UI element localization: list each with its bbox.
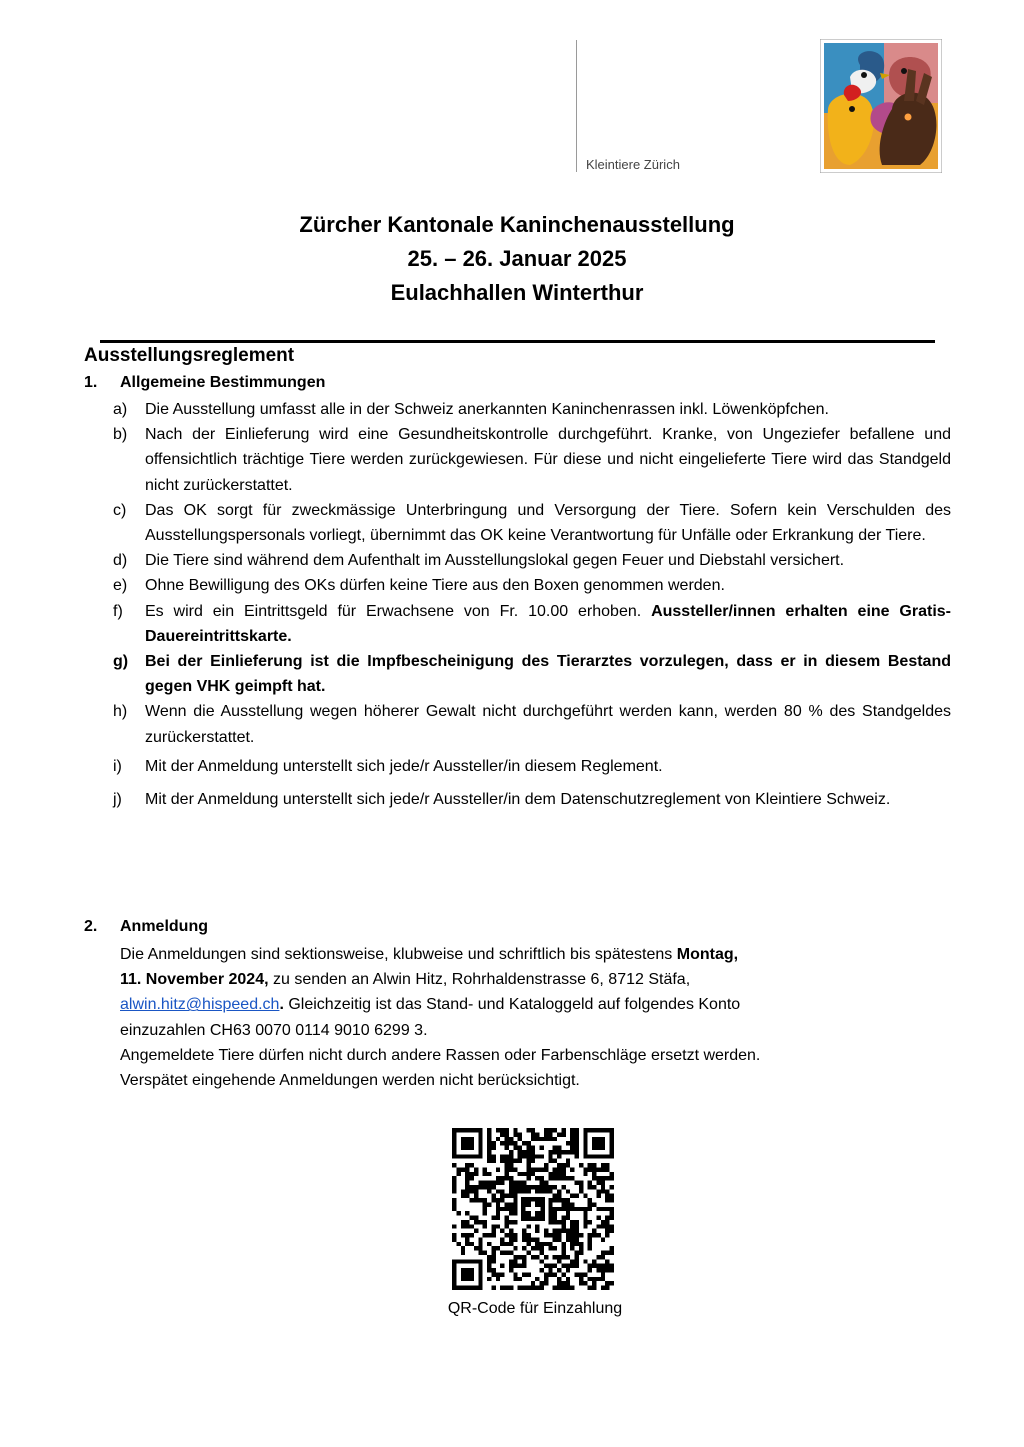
title-event-dates: 25. – 26. Januar 2025	[407, 246, 627, 271]
rule-text: Es wird ein Eintrittsgeld für Erwachsene von Fr. 10.00 erhoben.	[145, 602, 642, 620]
section-number: 2.	[84, 918, 98, 935]
rule-item-b	[113, 422, 951, 498]
rule-text: Mit der Anmeldung unterstellt sich jede/r Aussteller/in dem Datenschutzreglement von Kleintiere Schweiz.	[145, 791, 891, 809]
rule-letter: b)	[113, 426, 128, 444]
email-suffix: .	[279, 996, 284, 1014]
rule-text-bold: Aussteller/innen erhalten eine Gratis-Dauereintrittskarte.	[145, 602, 952, 645]
rule-letter: c)	[113, 501, 127, 519]
org-name: Kleintiere Zürich	[586, 157, 680, 172]
registration-line	[120, 942, 900, 967]
registration-line	[120, 992, 900, 1017]
rule-text: Die Tiere sind während dem Aufenthalt im Ausstellungslokal gegen Feuer und Diebstahl versichert.	[145, 552, 845, 570]
rule-text: Mit der Anmeldung unterstellt sich jede/r Aussteller/in diesem Reglement.	[145, 757, 663, 775]
rule-text: Die Ausstellung umfasst alle in der Schweiz anerkannten Kaninchenrassen inkl. Löwenköpfchen.	[145, 401, 829, 418]
header-divider	[576, 40, 577, 172]
document-title	[0, 208, 1024, 310]
rule-text: Wenn die Ausstellung wegen höherer Gewalt nicht durchgeführt werden kann, werden 80 % des Standgeldes zurückerstattet.	[145, 703, 951, 746]
rule-letter: g)	[113, 653, 129, 671]
rule-text: Das OK sorgt für zweckmässige Unterbringung und Versorgung der Tiere. Sofern kein Verschulden des Ausstellungspersonals vorliegt, übernimmt das OK keine Verantwortung für Unfälle oder Erkrankung der Tiere.	[145, 501, 951, 545]
animal-collage-logo-icon	[820, 39, 942, 173]
title-event-venue: Eulachhallen Winterthur	[390, 280, 644, 305]
registration-text-part: Gleichzeitig ist das Stand- und Kataloggeld auf folgendes Konto	[283, 996, 741, 1014]
title-event-name: Zürcher Kantonale Kaninchenausstellung	[299, 212, 735, 237]
qr-caption: QR-Code für Einzahlung	[447, 1300, 623, 1317]
section-number: 1.	[84, 374, 98, 391]
rule-item-g	[113, 649, 951, 699]
rule-item-i	[113, 754, 951, 779]
rule-item-a	[113, 397, 951, 422]
registration-text-part: Die Anmeldungen sind sektionsweise, klubweise und schriftlich bis spätestens	[120, 946, 677, 963]
rule-text: Ohne Bewilligung des OKs dürfen keine Tiere aus den Boxen genommen werden.	[145, 577, 725, 595]
title-underline	[100, 340, 935, 343]
rule-item-h	[113, 699, 951, 749]
rule-item-e	[113, 573, 951, 598]
registration-deadline-date: 11. November 2024,	[120, 971, 269, 989]
rule-letter: h)	[113, 703, 128, 721]
registration-line: Angemeldete Tiere dürfen nicht durch andere Rassen oder Farbenschläge ersetzt werden.	[120, 1046, 761, 1064]
rule-letter: f)	[113, 602, 123, 620]
rule-item-j	[113, 785, 951, 814]
regulations-title: Ausstellungsreglement	[84, 345, 295, 366]
rule-item-d	[113, 548, 951, 573]
registration-text	[120, 942, 900, 1093]
registration-address: zu senden an Alwin Hitz, Rohrhaldenstrasse 6, 8712 Stäfa,	[268, 971, 691, 989]
section-title: Anmeldung	[120, 918, 208, 935]
rule-letter: j)	[113, 791, 122, 809]
registration-line	[120, 967, 900, 992]
rule-letter: i)	[113, 757, 122, 775]
registration-deadline-weekday: Montag,	[676, 946, 739, 963]
rule-text: Bei der Einlieferung ist die Impfbescheinigung des Tierarztes vorzulegen, dass er in diesem Bestand gegen VHK geimpft hat.	[145, 653, 951, 696]
rule-letter: a)	[113, 401, 128, 418]
rule-item-c	[113, 498, 951, 548]
section-title: Allgemeine Bestimmungen	[120, 374, 326, 391]
rule-letter: d)	[113, 552, 128, 570]
rule-text: Nach der Einlieferung wird eine Gesundheitskontrolle durchgeführt. Kranke, von Ungeziefer befallene und offensichtlich trächtige Tiere werden zurückgewiesen. Für diese und nicht eingelieferte Tiere wird das Standgeld nicht zurückerstattet.	[145, 426, 951, 494]
registration-line: einzuzahlen CH63 0070 0114 9010 6299 3.	[120, 1021, 428, 1039]
rule-letter: e)	[113, 577, 128, 595]
registration-line: Verspätet eingehende Anmeldungen werden nicht berücksichtigt.	[120, 1072, 580, 1090]
email-link[interactable]: alwin.hitz@hispeed.ch	[120, 996, 280, 1014]
payment-qr-code-icon	[452, 1128, 614, 1290]
rule-item-f	[113, 599, 951, 649]
general-provisions-list	[113, 397, 951, 814]
